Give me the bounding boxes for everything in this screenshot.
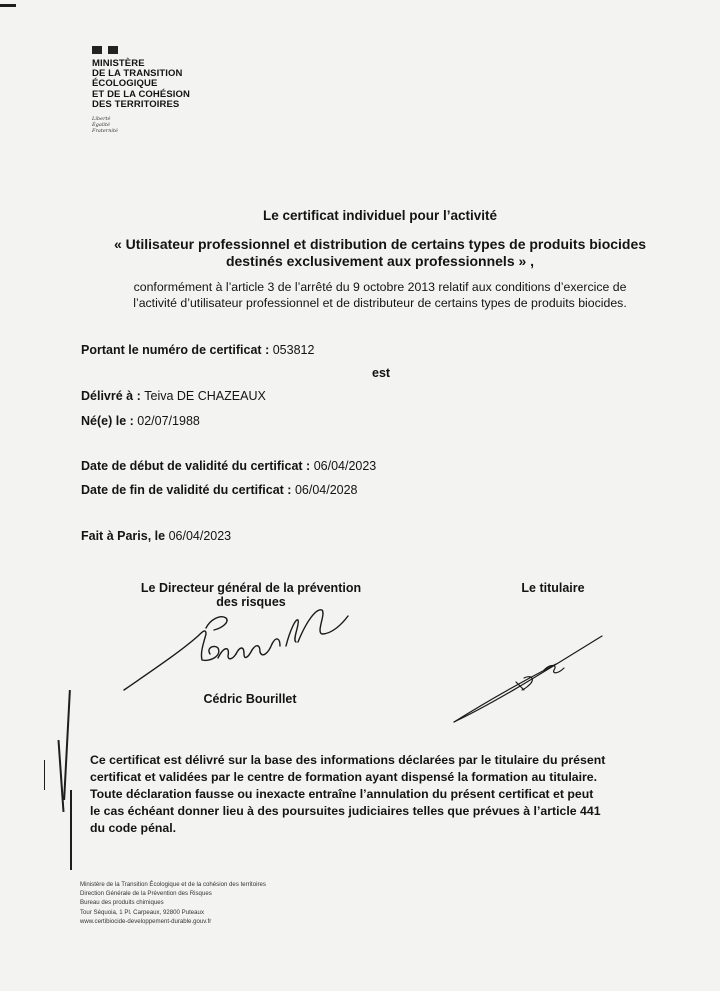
holder-name: Teiva DE CHAZEAUX	[144, 389, 266, 403]
certificate-number: Portant le numéro de certificat : 053812	[81, 343, 315, 357]
certificate-number-value: 053812	[272, 343, 315, 357]
validity-end-value: 06/04/2028	[294, 483, 358, 497]
activity-line-1: « Utilisateur professionnel et distribution de certains types de produits biocides	[113, 236, 647, 252]
holder-title: Le titulaire	[521, 581, 585, 595]
activity-line-2: destinés exclusivement aux professionnels » ,	[225, 253, 535, 269]
ministry-name: MINISTÈRE DE LA TRANSITION ÉCOLOGIQUE ET DE LA COHÉSION DES TERRITOIRES	[92, 58, 190, 110]
disclaimer: Ce certificat est délivré sur la base des informations déclarées par le titulaire du présent certificat et validées par le centre de formation ayant dispensé la formation au titulaire. Toute déclaration fausse ou inexacte entraîne l’annulation du présent certificat et peut le cas échéant donner lieu à des poursuites judiciaires telles que prévues à l’article 441 du code pénal.	[90, 753, 606, 835]
footer-address: Ministère de la Transition Écologique et de la cohésion des territoires Direction Générale de la Prévention des Risques Bureau des produits chimiques Tour Séquoia, 1 Pl. Carpeaux, 92800 Puteaux www.certibiocide-developpement-durable.gouv.fr	[80, 880, 380, 926]
scan-mark-left-3	[70, 790, 72, 870]
scan-mark-top-left	[0, 4, 16, 7]
scan-mark-left-4	[44, 760, 45, 790]
director-name: Cédric Bourillet	[203, 692, 297, 706]
ministry-logo	[92, 46, 252, 134]
director-title: Le Directeur général de la prévention des risques	[140, 581, 362, 609]
footer-website-link: www.certibiocide-developpement-durable.gouv.fr	[80, 917, 212, 925]
republic-motto: Liberté Égalité Fraternité	[92, 116, 118, 135]
birth-date-value: 02/07/1988	[137, 414, 200, 428]
director-signature	[110, 600, 370, 695]
republic-flag-icon	[92, 46, 118, 54]
scan-mark-left-2	[57, 740, 64, 812]
certificate-title: Le certificat individuel pour l’activité	[262, 208, 498, 223]
scan-mark-left-1	[63, 690, 70, 800]
birth-date: Né(e) le : 02/07/1988	[81, 414, 200, 428]
validity-start-value: 06/04/2023	[313, 459, 377, 473]
issue-date-value: 06/04/2023	[168, 529, 232, 543]
est-label: est	[372, 366, 391, 380]
validity-end: Date de fin de validité du certificat : 06/04/2028	[81, 483, 358, 497]
issue-place-date: Fait à Paris, le 06/04/2023	[81, 529, 232, 543]
delivered-to: Délivré à : Teiva DE CHAZEAUX	[81, 389, 266, 403]
conformity-line-1: conformément à l’article 3 de l’arrêté du 9 octobre 2013 relatif aux conditions d’exercice de	[133, 280, 627, 294]
holder-signature	[440, 630, 610, 730]
conformity-line-2: l’activité d’utilisateur professionnel et de distributeur de certains types de produits biocides.	[133, 296, 627, 310]
validity-start: Date de début de validité du certificat : 06/04/2023	[81, 459, 377, 473]
